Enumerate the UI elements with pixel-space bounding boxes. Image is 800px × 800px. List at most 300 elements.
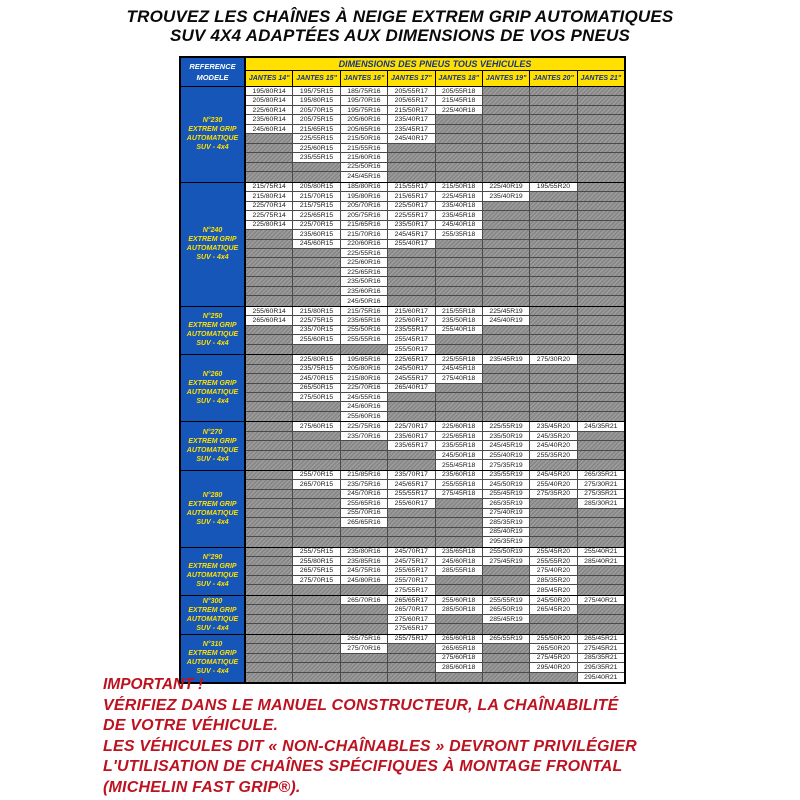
tire-size-cell: 265/65R17 (388, 596, 435, 605)
table-row (246, 596, 624, 605)
title-line-2: SUV 4X4 ADAPTÉES AUX DIMENSIONS DE VOS PNEUS (169, 26, 631, 45)
tire-size-cell: 275/40R19 (483, 509, 530, 518)
model-label-line: N°270 (202, 429, 223, 437)
tire-size-cell: 255/50R17 (388, 345, 435, 354)
empty-cell (530, 499, 577, 508)
empty-cell (293, 509, 340, 518)
empty-cell (578, 528, 624, 537)
important-lines (103, 696, 763, 799)
tire-size-cell: 205/60R16 (341, 115, 388, 124)
empty-cell (436, 384, 483, 393)
empty-cell (578, 509, 624, 518)
empty-cell (578, 134, 624, 143)
empty-cell (436, 287, 483, 296)
empty-cell (530, 345, 577, 354)
table-row (246, 384, 624, 393)
tire-size-cell: 235/45R19 (483, 355, 530, 364)
tire-size-cell: 295/35R19 (483, 537, 530, 546)
model-label-line: AUTOMATIQUE (186, 245, 239, 253)
tire-size-cell: 225/80R14 (246, 221, 293, 230)
empty-cell (293, 258, 340, 267)
tire-size-cell: 255/40R20 (530, 480, 577, 489)
empty-cell (530, 537, 577, 546)
tire-size-cell: 275/35R20 (530, 490, 577, 499)
tire-size-cell: 235/45R18 (436, 211, 483, 220)
empty-cell (578, 566, 624, 575)
empty-cell (341, 460, 388, 469)
model-label-line: SUV - 4x4 (196, 340, 229, 348)
empty-cell (578, 576, 624, 585)
tire-size-cell: 195/85R16 (341, 355, 388, 364)
tire-size-cell: 235/45R17 (388, 125, 435, 134)
empty-cell (293, 345, 340, 354)
empty-cell (436, 172, 483, 181)
tire-size-cell: 235/85R16 (341, 557, 388, 566)
empty-cell (246, 374, 293, 383)
model-label-line: AUTOMATIQUE (186, 447, 239, 455)
model-cell (181, 183, 246, 306)
tire-size-cell: 285/35R19 (483, 518, 530, 527)
model-label-line: N°250 (202, 313, 223, 321)
table-row (246, 432, 624, 441)
tire-size-cell: 225/75R15 (293, 316, 340, 325)
note-line: VÉRIFIEZ DANS LE MANUEL CONSTRUCTEUR, LA CHAÎNABILITÉ (103, 696, 619, 714)
tire-size-cell: 225/70R14 (246, 202, 293, 211)
model-label-line: SUV - 4x4 (196, 456, 229, 464)
model-label-line: SUV - 4x4 (196, 581, 229, 589)
empty-cell (246, 548, 293, 557)
empty-cell (246, 471, 293, 480)
empty-cell (578, 624, 624, 633)
empty-cell (578, 125, 624, 134)
empty-cell (578, 277, 624, 286)
tire-size-cell: 215/60R16 (341, 153, 388, 162)
tire-size-cell: 225/60R16 (341, 258, 388, 267)
column-header: JANTES 17" (388, 71, 435, 86)
tire-size-cell: 275/45R21 (578, 644, 624, 653)
tire-size-cell: 225/70R15 (293, 221, 340, 230)
model-label-line: EXTREM GRIP (188, 438, 237, 446)
empty-cell (483, 172, 530, 181)
empty-cell (388, 451, 435, 460)
empty-cell (483, 277, 530, 286)
empty-cell (246, 460, 293, 469)
tire-size-cell: 225/55R16 (341, 249, 388, 258)
tire-size-cell: 225/40R18 (436, 106, 483, 115)
table-row (246, 296, 624, 305)
model-label-line: SUV - 4x4 (196, 398, 229, 406)
tire-size-cell: 255/45R20 (530, 548, 577, 557)
empty-cell (578, 153, 624, 162)
tire-size-cell: 245/45R18 (436, 365, 483, 374)
table-row (246, 528, 624, 537)
empty-cell (388, 287, 435, 296)
empty-cell (388, 172, 435, 181)
empty-cell (578, 211, 624, 220)
tire-size-cell: 275/60R18 (436, 654, 483, 663)
empty-cell (293, 296, 340, 305)
table-row (246, 402, 624, 411)
empty-cell (246, 412, 293, 421)
empty-cell (246, 509, 293, 518)
model-group (181, 86, 624, 182)
table-row (246, 96, 624, 105)
tire-size-cell: 265/35R19 (483, 499, 530, 508)
dimensions-header-area (246, 58, 624, 86)
empty-cell (483, 96, 530, 105)
empty-cell (483, 624, 530, 633)
empty-cell (388, 537, 435, 546)
tire-size-cell: 265/50R15 (293, 384, 340, 393)
empty-cell (246, 335, 293, 344)
empty-cell (246, 153, 293, 162)
empty-cell (530, 412, 577, 421)
table-row (246, 258, 624, 267)
tire-size-cell: 245/50R19 (483, 480, 530, 489)
table-row (246, 183, 624, 192)
model-group (181, 354, 624, 421)
model-group (181, 182, 624, 306)
table-row (246, 509, 624, 518)
empty-cell (246, 635, 293, 644)
tire-size-cell: 255/70R16 (341, 509, 388, 518)
empty-cell (530, 509, 577, 518)
tire-size-cell: 195/80R16 (341, 192, 388, 201)
tire-size-cell: 265/50R19 (483, 605, 530, 614)
model-label-line: AUTOMATIQUE (186, 331, 239, 339)
table-row (246, 471, 624, 480)
empty-cell (436, 125, 483, 134)
tire-size-cell: 275/55R17 (388, 585, 435, 594)
empty-cell (530, 230, 577, 239)
empty-cell (436, 258, 483, 267)
table-row (246, 499, 624, 508)
empty-cell (246, 402, 293, 411)
empty-cell (388, 644, 435, 653)
empty-cell (483, 585, 530, 594)
tire-size-cell: 235/55R17 (388, 326, 435, 335)
model-label-line: N°240 (202, 227, 223, 235)
empty-cell (530, 134, 577, 143)
empty-cell (246, 134, 293, 143)
column-header: JANTES 15" (293, 71, 340, 86)
tire-size-cell: 255/60R14 (246, 307, 293, 316)
empty-cell (388, 277, 435, 286)
tire-size-cell: 265/40R17 (388, 384, 435, 393)
empty-cell (246, 144, 293, 153)
empty-cell (436, 153, 483, 162)
empty-cell (578, 96, 624, 105)
model-label-line: EXTREM GRIP (188, 380, 237, 388)
tire-size-cell: 265/50R20 (530, 644, 577, 653)
empty-cell (483, 258, 530, 267)
empty-cell (483, 240, 530, 249)
tire-size-cell: 275/35R21 (578, 490, 624, 499)
table-row (246, 134, 624, 143)
empty-cell (246, 326, 293, 335)
table-row (246, 654, 624, 663)
tire-size-cell: 285/35R21 (578, 654, 624, 663)
empty-cell (578, 307, 624, 316)
tire-size-cell: 195/80R14 (246, 87, 293, 96)
note-line: L'UTILISATION DE CHAÎNES SPÉCIFIQUES À MONTAGE FRONTAL (103, 758, 623, 775)
model-cell (181, 87, 246, 182)
tire-size-cell: 285/30R21 (578, 499, 624, 508)
column-header: JANTES 21" (578, 71, 624, 86)
model-label-line: SUV - 4x4 (196, 144, 229, 152)
empty-cell (436, 499, 483, 508)
tire-size-cell: 205/80R14 (246, 96, 293, 105)
empty-cell (388, 412, 435, 421)
empty-cell (530, 163, 577, 172)
empty-cell (578, 106, 624, 115)
tire-size-cell: 255/45R17 (388, 335, 435, 344)
empty-cell (293, 644, 340, 653)
empty-cell (578, 345, 624, 354)
tire-size-cell: 235/55R19 (483, 471, 530, 480)
tire-size-cell: 225/65R15 (293, 211, 340, 220)
model-label-line: AUTOMATIQUE (186, 615, 239, 623)
empty-cell (578, 240, 624, 249)
tire-size-cell: 215/80R15 (293, 307, 340, 316)
empty-cell (483, 230, 530, 239)
empty-cell (388, 153, 435, 162)
tire-size-cell: 285/40R21 (578, 557, 624, 566)
tire-size-cell: 235/60R16 (341, 287, 388, 296)
tire-size-cell: 245/80R16 (341, 576, 388, 585)
tire-size-cell: 285/40R19 (483, 528, 530, 537)
empty-cell (530, 153, 577, 162)
tire-size-cell: 235/45R20 (530, 422, 577, 431)
empty-cell (530, 172, 577, 181)
empty-cell (578, 518, 624, 527)
empty-cell (246, 451, 293, 460)
empty-cell (530, 528, 577, 537)
empty-cell (293, 624, 340, 633)
model-label-line: AUTOMATIQUE (186, 389, 239, 397)
table-row (246, 240, 624, 249)
empty-cell (578, 615, 624, 624)
tire-size-cell: 255/50R20 (530, 635, 577, 644)
empty-cell (246, 585, 293, 594)
empty-cell (436, 240, 483, 249)
empty-cell (436, 393, 483, 402)
tire-size-cell: 225/65R17 (388, 355, 435, 364)
tire-size-cell: 225/70R17 (388, 422, 435, 431)
important-heading: IMPORTANT ! (103, 676, 204, 693)
model-group (181, 306, 624, 354)
tire-size-cell: 215/55R18 (436, 307, 483, 316)
title-line-1: TROUVEZ LES CHAÎNES À NEIGE EXTREM GRIP AUTOMATIQUES (126, 7, 674, 26)
empty-cell (388, 268, 435, 277)
model-cell (181, 355, 246, 421)
empty-cell (293, 412, 340, 421)
empty-cell (530, 240, 577, 249)
empty-cell (293, 441, 340, 450)
empty-cell (246, 654, 293, 663)
page-title (0, 7, 800, 45)
model-cell (181, 307, 246, 354)
empty-cell (578, 202, 624, 211)
tire-size-cell: 215/50R16 (341, 134, 388, 143)
note-line: (MICHELIN FAST GRIP®). (103, 778, 301, 796)
empty-cell (530, 202, 577, 211)
tire-size-cell: 215/65R15 (293, 125, 340, 134)
empty-cell (388, 144, 435, 153)
empty-cell (530, 211, 577, 220)
empty-cell (530, 460, 577, 469)
empty-cell (578, 258, 624, 267)
empty-cell (578, 402, 624, 411)
note-line: DE VOTRE VÉHICULE. (103, 717, 279, 734)
tire-size-cell: 205/70R15 (293, 106, 340, 115)
empty-cell (578, 393, 624, 402)
important-notes (103, 675, 763, 798)
empty-cell (483, 87, 530, 96)
empty-cell (246, 277, 293, 286)
empty-cell (578, 172, 624, 181)
empty-cell (483, 402, 530, 411)
tire-size-cell: 225/80R15 (293, 355, 340, 364)
table-row (246, 393, 624, 402)
empty-cell (388, 663, 435, 672)
tire-size-cell: 225/45R18 (436, 192, 483, 201)
empty-cell (293, 537, 340, 546)
empty-cell (578, 432, 624, 441)
table-row (246, 480, 624, 489)
empty-cell (578, 326, 624, 335)
empty-cell (246, 624, 293, 633)
empty-cell (436, 115, 483, 124)
tire-size-cell: 195/75R16 (341, 106, 388, 115)
tire-size-cell: 235/75R15 (293, 365, 340, 374)
empty-cell (246, 240, 293, 249)
tire-size-cell: 265/45R20 (530, 605, 577, 614)
tire-size-cell: 295/40R21 (578, 673, 624, 682)
model-label-line: AUTOMATIQUE (186, 659, 239, 667)
table-row (246, 585, 624, 594)
tire-size-cell: 215/80R14 (246, 192, 293, 201)
empty-cell (530, 106, 577, 115)
tire-size-cell: 220/60R16 (341, 240, 388, 249)
tire-size-cell: 275/35R19 (483, 460, 530, 469)
table-row (246, 441, 624, 450)
empty-cell (388, 258, 435, 267)
tire-size-cell: 225/55R17 (388, 211, 435, 220)
tire-size-cell: 235/70R17 (388, 471, 435, 480)
table-row (246, 249, 624, 258)
tire-size-cell: 285/55R18 (436, 566, 483, 575)
tire-size-cell: 235/70R16 (341, 432, 388, 441)
tire-size-cell: 215/80R16 (341, 374, 388, 383)
dimensions-header-band: DIMENSIONS DES PNEUS TOUS VEHICULES (246, 58, 624, 71)
tire-size-cell: 245/60R16 (341, 402, 388, 411)
empty-cell (246, 422, 293, 431)
tire-size-cell: 255/35R18 (436, 230, 483, 239)
model-label-line: EXTREM GRIP (188, 126, 237, 134)
tire-size-cell: 215/85R16 (341, 471, 388, 480)
tire-size-cell: 195/55R20 (530, 183, 577, 192)
model-label-line: SUV - 4x4 (196, 518, 229, 526)
tire-size-cell: 215/70R16 (341, 230, 388, 239)
tire-size-cell: 265/35R21 (578, 471, 624, 480)
model-label-line: AUTOMATIQUE (186, 509, 239, 517)
tire-size-cell: 245/45R20 (530, 471, 577, 480)
model-label-line: N°310 (202, 641, 223, 649)
tire-size-cell: 255/80R15 (293, 557, 340, 566)
tire-size-cell: 235/60R14 (246, 115, 293, 124)
empty-cell (388, 402, 435, 411)
table-row (246, 163, 624, 172)
empty-cell (436, 615, 483, 624)
reference-model-header-cell (181, 58, 246, 86)
tire-size-cell: 245/40R18 (436, 221, 483, 230)
empty-cell (246, 441, 293, 450)
empty-cell (483, 106, 530, 115)
tire-size-cell: 205/80R15 (293, 183, 340, 192)
tire-size-cell: 245/35R21 (578, 422, 624, 431)
tire-size-cell: 245/55R17 (388, 374, 435, 383)
tire-size-cell: 245/75R17 (388, 557, 435, 566)
tire-size-cell: 195/80R15 (293, 96, 340, 105)
tire-size-cell: 255/60R17 (388, 499, 435, 508)
table-header (181, 58, 624, 86)
empty-cell (388, 509, 435, 518)
empty-cell (578, 221, 624, 230)
model-label-line: SUV - 4x4 (196, 668, 229, 676)
empty-cell (341, 441, 388, 450)
tire-size-cell: 235/40R19 (483, 192, 530, 201)
tire-size-cell: 225/60R18 (436, 422, 483, 431)
tire-size-cell: 205/70R16 (341, 202, 388, 211)
tire-size-cell: 275/70R15 (293, 576, 340, 585)
empty-cell (341, 528, 388, 537)
tire-size-cell: 245/45R16 (341, 172, 388, 181)
tire-size-cell: 265/55R19 (483, 635, 530, 644)
tire-size-cell: 235/40R18 (436, 202, 483, 211)
tire-size-cell: 195/70R16 (341, 96, 388, 105)
empty-cell (578, 87, 624, 96)
empty-cell (293, 172, 340, 181)
table-row (246, 422, 624, 431)
empty-cell (483, 335, 530, 344)
table-row (246, 230, 624, 239)
empty-cell (341, 605, 388, 614)
tire-size-cell: 295/40R20 (530, 663, 577, 672)
tire-size-cell: 205/75R15 (293, 115, 340, 124)
tire-size-cell: 235/80R16 (341, 548, 388, 557)
table-row (246, 624, 624, 633)
empty-cell (246, 480, 293, 489)
empty-cell (578, 249, 624, 258)
empty-cell (293, 499, 340, 508)
tire-size-cell: 245/50R17 (388, 365, 435, 374)
tire-size-cell: 225/60R14 (246, 106, 293, 115)
tire-size-cell: 235/50R18 (436, 316, 483, 325)
tire-size-cell: 225/65R18 (436, 432, 483, 441)
empty-cell (293, 518, 340, 527)
empty-cell (246, 528, 293, 537)
tire-size-cell: 255/50R16 (341, 326, 388, 335)
tire-size-cell: 235/65R18 (436, 548, 483, 557)
tire-size-cell: 265/65R16 (341, 518, 388, 527)
empty-cell (246, 393, 293, 402)
model-group (181, 421, 624, 469)
table-row (246, 316, 624, 325)
empty-cell (388, 654, 435, 663)
empty-cell (341, 615, 388, 624)
tire-size-cell: 245/45R17 (388, 230, 435, 239)
